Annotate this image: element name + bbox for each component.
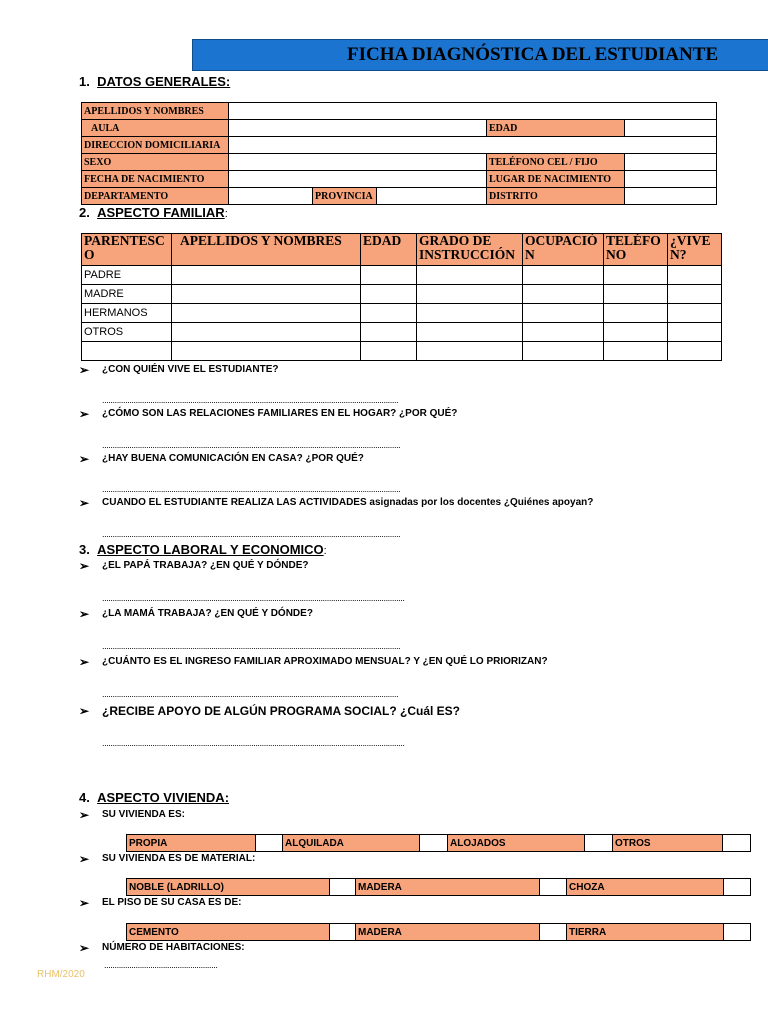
checkbox-choza[interactable] xyxy=(724,879,751,896)
answer-line[interactable]: .............................................................................................................................................. xyxy=(102,484,401,494)
question-text: SU VIVIENDA ES: xyxy=(102,809,185,820)
row-label-madre: MADRE xyxy=(82,285,172,304)
label-apellidos: APELLIDOS Y NOMBRES xyxy=(82,103,229,120)
table-row xyxy=(82,323,722,342)
checkbox-alojados[interactable] xyxy=(585,835,613,852)
header-grado: GRADO DE INSTRUCCIÓN xyxy=(417,234,523,266)
header-edad: EDAD xyxy=(361,234,417,266)
question-item xyxy=(79,897,679,911)
table-cell[interactable] xyxy=(172,323,361,342)
question-text: EL PISO DE SU CASA ES DE: xyxy=(102,897,242,908)
label-aula: AULA xyxy=(82,120,229,137)
question-item xyxy=(79,705,679,719)
section-colon: : xyxy=(224,208,228,220)
answer-line[interactable]: ............................................................................................................................................. xyxy=(102,689,399,699)
table-cell[interactable] xyxy=(604,323,668,342)
question-text: ¿EL PAPÁ TRABAJA? ¿EN QUÉ Y DÓNDE? xyxy=(102,560,309,571)
label-telefono: TELÉFONO CEL / FIJO xyxy=(487,154,625,171)
option-otros: OTROS xyxy=(613,835,723,852)
table-cell[interactable] xyxy=(172,266,361,285)
section-colon: : xyxy=(323,545,327,557)
table-cell[interactable] xyxy=(668,285,722,304)
table-cell[interactable] xyxy=(417,266,523,285)
label-provincia: PROVINCIA xyxy=(313,188,377,205)
option-propia: PROPIA xyxy=(127,835,256,852)
table-cell[interactable] xyxy=(668,304,722,323)
input-departamento[interactable] xyxy=(229,188,313,205)
question-text: CUANDO EL ESTUDIANTE REALIZA LAS ACTIVIDADES asignadas por los docentes ¿Quiénes apoyan? xyxy=(102,497,594,508)
arrow-icon: ➢ xyxy=(79,452,90,466)
datos-generales-table xyxy=(81,102,717,205)
arrow-icon: ➢ xyxy=(79,496,90,510)
arrow-icon: ➢ xyxy=(79,896,90,910)
input-apellidos[interactable] xyxy=(229,103,717,120)
table-cell[interactable] xyxy=(172,285,361,304)
question-text: ¿CUÁNTO ES EL INGRESO FAMILIAR APROXIMADO MENSUAL? Y ¿EN QUÉ LO PRIORIZAN? xyxy=(102,656,548,667)
question-text: ¿HAY BUENA COMUNICACIÓN EN CASA? ¿POR QUÉ? xyxy=(102,453,364,464)
label-lugar-nacimiento: LUGAR DE NACIMIENTO xyxy=(487,171,625,188)
section-datos-generales xyxy=(79,74,230,89)
table-cell[interactable] xyxy=(417,285,523,304)
input-telefono[interactable] xyxy=(625,154,717,171)
row-label-otros: OTROS xyxy=(82,323,172,342)
vivienda-piso-options xyxy=(126,923,751,941)
question-text: ¿RECIBE APOYO DE ALGÚN PROGRAMA SOCIAL? ¿Cuál ES? xyxy=(102,704,461,718)
table-cell[interactable] xyxy=(668,342,722,361)
table-cell[interactable] xyxy=(668,323,722,342)
table-cell[interactable] xyxy=(523,266,604,285)
checkbox-cemento[interactable] xyxy=(330,924,356,941)
input-lugar-nacimiento[interactable] xyxy=(625,171,717,188)
option-alojados: ALOJADOS xyxy=(448,835,585,852)
option-madera-piso: MADERA xyxy=(356,924,540,941)
section-label: DATOS GENERALES: xyxy=(97,74,231,89)
table-cell[interactable] xyxy=(417,323,523,342)
label-distrito: DISTRITO xyxy=(487,188,625,205)
answer-line[interactable]: ...................................................... xyxy=(104,960,218,970)
input-distrito[interactable] xyxy=(625,188,717,205)
vivienda-tipo-options xyxy=(126,834,751,852)
label-sexo: SEXO xyxy=(82,154,229,171)
vivienda-material-options xyxy=(126,878,751,896)
question-item xyxy=(79,942,679,956)
table-cell[interactable] xyxy=(417,304,523,323)
section-aspecto-vivienda xyxy=(79,790,229,805)
table-cell[interactable] xyxy=(361,266,417,285)
answer-line[interactable]: ................................................................................................................................................ xyxy=(102,593,405,603)
section-number: 3. xyxy=(79,542,90,557)
section-aspecto-familiar xyxy=(79,205,228,220)
answer-line[interactable]: ................................................................................................................................................ xyxy=(102,738,405,748)
table-cell[interactable] xyxy=(604,304,668,323)
header-viven: ¿VIVEN? xyxy=(668,234,722,266)
section-label: ASPECTO LABORAL Y ECONOMICO xyxy=(97,542,324,557)
option-alquilada: ALQUILADA xyxy=(283,835,420,852)
table-cell[interactable] xyxy=(523,323,604,342)
option-tierra: TIERRA xyxy=(567,924,724,941)
arrow-icon: ➢ xyxy=(79,363,90,377)
question-text: ¿CÓMO SON LAS RELACIONES FAMILIARES EN EL HOGAR? ¿POR QUÉ? xyxy=(102,408,458,419)
question-text: ¿LA MAMÁ TRABAJA? ¿EN QUÉ Y DÓNDE? xyxy=(102,608,313,619)
option-cemento: CEMENTO xyxy=(127,924,330,941)
table-cell[interactable] xyxy=(523,342,604,361)
footer-code: RHM/2020 xyxy=(37,969,85,980)
checkbox-noble[interactable] xyxy=(330,879,356,896)
table-row xyxy=(82,266,722,285)
answer-line[interactable]: ............................................................................................................................................. xyxy=(102,395,399,405)
question-item xyxy=(79,408,679,422)
arrow-icon: ➢ xyxy=(79,808,90,822)
checkbox-tierra[interactable] xyxy=(724,924,751,941)
table-cell[interactable] xyxy=(361,323,417,342)
table-cell[interactable] xyxy=(417,342,523,361)
arrow-icon: ➢ xyxy=(79,941,90,955)
question-text: ¿CON QUIÉN VIVE EL ESTUDIANTE? xyxy=(102,364,279,375)
table-cell[interactable] xyxy=(523,304,604,323)
option-madera: MADERA xyxy=(356,879,540,896)
arrow-icon: ➢ xyxy=(79,655,90,669)
section-label: ASPECTO FAMILIAR xyxy=(97,205,225,220)
question-item xyxy=(79,453,679,467)
question-item xyxy=(79,497,719,511)
question-item xyxy=(79,364,679,378)
input-provincia[interactable] xyxy=(377,188,487,205)
row-label-hermanos: HERMANOS xyxy=(82,304,172,323)
question-item xyxy=(79,853,679,867)
question-text: NÚMERO DE HABITACIONES: xyxy=(102,942,245,953)
input-direccion[interactable] xyxy=(229,137,717,154)
table-row xyxy=(82,304,722,323)
row-label-padre: PADRE xyxy=(82,266,172,285)
arrow-icon: ➢ xyxy=(79,607,90,621)
input-fecha-nacimiento[interactable] xyxy=(229,171,487,188)
question-item xyxy=(79,608,679,622)
section-aspecto-laboral xyxy=(79,542,327,557)
arrow-icon: ➢ xyxy=(79,704,90,718)
table-cell[interactable] xyxy=(604,266,668,285)
header-parentesco: PARENTESCO xyxy=(82,234,172,266)
checkbox-alquilada[interactable] xyxy=(420,835,448,852)
page-title: FICHA DIAGNÓSTICA DEL ESTUDIANTE xyxy=(192,39,768,71)
arrow-icon: ➢ xyxy=(79,559,90,573)
table-cell[interactable] xyxy=(604,285,668,304)
table-cell[interactable] xyxy=(361,342,417,361)
arrow-icon: ➢ xyxy=(79,407,90,421)
table-cell[interactable] xyxy=(172,304,361,323)
question-item xyxy=(79,809,679,823)
checkbox-otros[interactable] xyxy=(723,835,751,852)
row-label-blank xyxy=(82,342,172,361)
table-cell[interactable] xyxy=(523,285,604,304)
familiar-table xyxy=(81,233,722,361)
header-telefono: TELÉFONO xyxy=(604,234,668,266)
table-row xyxy=(82,285,722,304)
table-cell[interactable] xyxy=(668,266,722,285)
label-direccion: DIRECCION DOMICILIARIA xyxy=(82,137,229,154)
input-edad[interactable] xyxy=(625,120,717,137)
section-number: 2. xyxy=(79,205,90,220)
arrow-icon: ➢ xyxy=(79,852,90,866)
checkbox-madera-piso[interactable] xyxy=(540,924,567,941)
answer-line[interactable]: .............................................................................................................................................. xyxy=(102,529,401,539)
checkbox-madera[interactable] xyxy=(540,879,567,896)
input-sexo[interactable] xyxy=(229,154,487,171)
label-departamento: DEPARTAMENTO xyxy=(82,188,229,205)
answer-line[interactable]: .............................................................................................................................................. xyxy=(102,641,401,651)
section-number: 1. xyxy=(79,74,90,89)
table-cell[interactable] xyxy=(361,304,417,323)
table-row xyxy=(82,342,722,361)
table-cell[interactable] xyxy=(604,342,668,361)
section-label: ASPECTO VIVIENDA: xyxy=(97,790,230,805)
option-noble: NOBLE (LADRILLO) xyxy=(127,879,330,896)
label-fecha-nacimiento: FECHA DE NACIMIENTO xyxy=(82,171,229,188)
table-cell[interactable] xyxy=(172,342,361,361)
question-text: SU VIVIENDA ES DE MATERIAL: xyxy=(102,853,256,864)
table-cell[interactable] xyxy=(361,285,417,304)
option-choza: CHOZA xyxy=(567,879,724,896)
input-aula[interactable] xyxy=(229,120,487,137)
section-number: 4. xyxy=(79,790,90,805)
header-ocupacion: OCUPACIÓN xyxy=(523,234,604,266)
checkbox-propia[interactable] xyxy=(256,835,283,852)
question-item xyxy=(79,656,719,670)
question-item xyxy=(79,560,679,574)
header-apellidos: APELLIDOS Y NOMBRES xyxy=(172,234,361,266)
label-edad: EDAD xyxy=(487,120,625,137)
answer-line[interactable]: .............................................................................................................................................. xyxy=(102,440,401,450)
